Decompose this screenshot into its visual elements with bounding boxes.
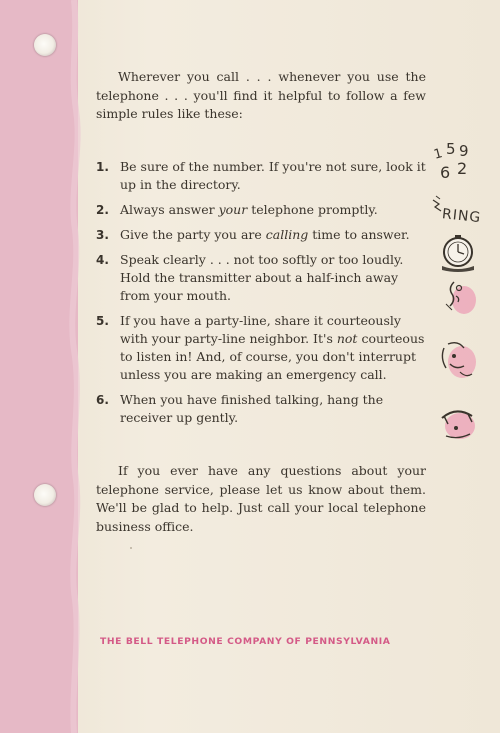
dial-numbers-icon xyxy=(430,140,484,184)
pink-torn-edge xyxy=(60,0,100,733)
company-name: THE BELL TELEPHONE COMPANY OF PENNSYLVANIA xyxy=(100,636,391,647)
rule-item-3: 3. Give the party you are calling time to answer. xyxy=(96,227,410,242)
rules-list xyxy=(96,158,426,434)
binder-hole-top xyxy=(34,34,56,56)
outro-paragraph: If you ever have any questions about your telephone service, please let us know about them. We'll be glad to help. Just call your local telephone business office. xyxy=(96,463,426,534)
digit-6: 6 xyxy=(440,163,451,182)
rule-item-5: 5. If you have a party-line, share it courteously with your party-line neighbor. It's not courteous to listen in! And, of course, you don't interrupt unless you are making an emergency call. xyxy=(96,313,425,382)
rule-item-1: 1. Be sure of the number. If you're not sure, look it up in the directory. xyxy=(96,159,426,192)
rule-item-2: 2. Always answer your telephone promptly. xyxy=(96,202,378,217)
digit-9: 9 xyxy=(459,142,469,160)
digit-2: 2 xyxy=(457,159,468,178)
binder-hole-bottom xyxy=(34,484,56,506)
listening-face-icon xyxy=(436,338,478,382)
ring-icon xyxy=(430,194,486,228)
mouth-speaking-icon xyxy=(438,274,478,318)
ring-text: RING xyxy=(441,206,482,227)
digit-5: 5 xyxy=(446,140,456,158)
hang-up-receiver-icon xyxy=(436,404,480,444)
rule-item-6: 6. When you have finished talking, hang the receiver up gently. xyxy=(96,392,384,425)
paper-speck xyxy=(130,547,132,549)
alarm-clock-icon xyxy=(438,232,478,274)
rule-item-4: 4. Speak clearly . . . not too softly or too loudly. Hold the transmitter about a half-inch away from your mouth. xyxy=(96,252,404,303)
intro-paragraph: Wherever you call . . . whenever you use the telephone . . . you'll find it helpful to follow a few simple rules like these: xyxy=(96,69,426,121)
digit-1: 1 xyxy=(432,146,445,163)
